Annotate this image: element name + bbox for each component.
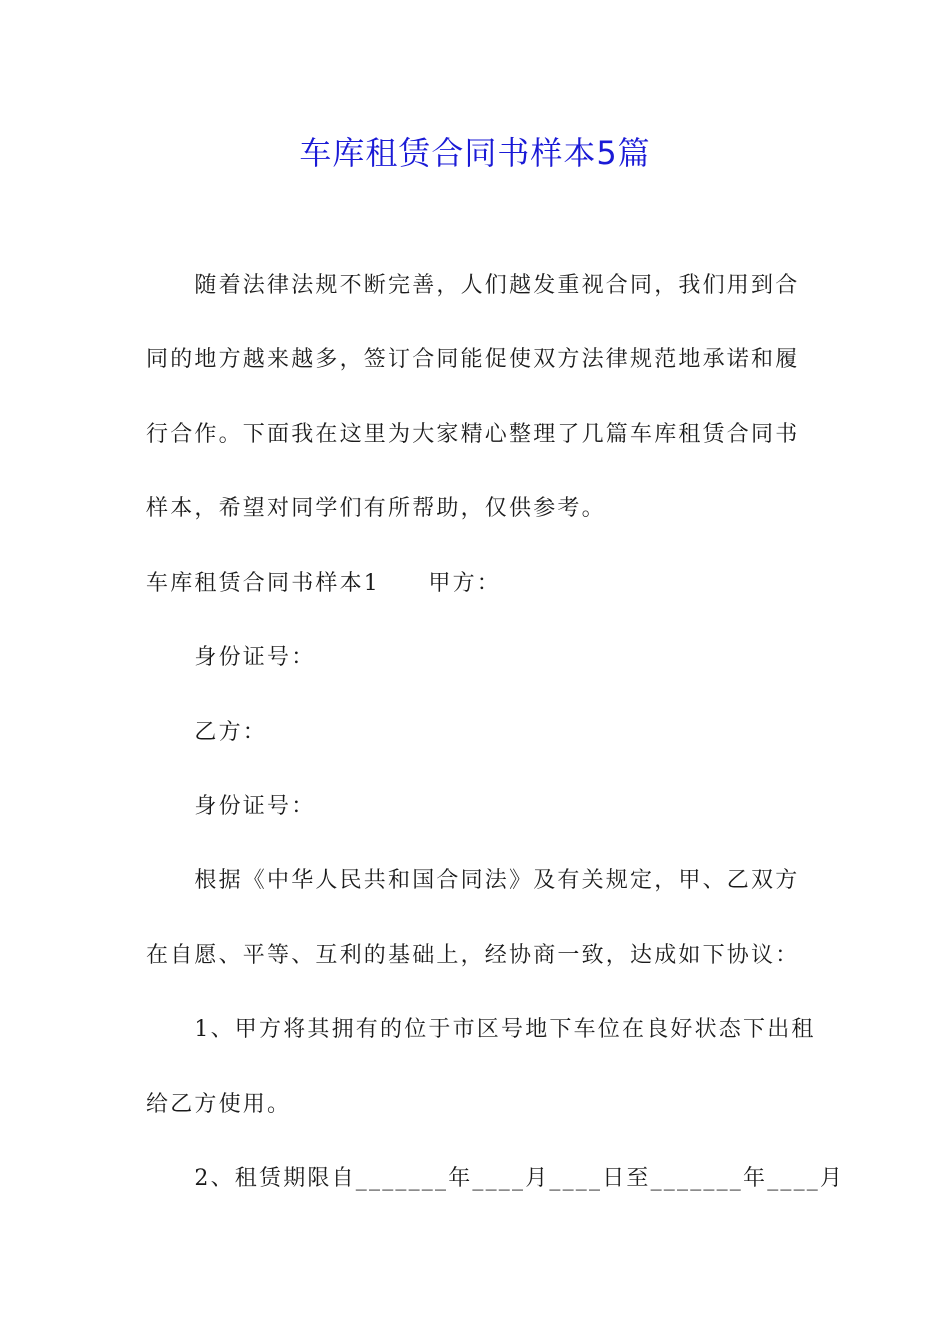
section-heading-line: 车库租赁合同书样本1 甲方： — [146, 571, 501, 596]
paragraph-line: 同的地方越来越多，签订合同能促使双方法律规范地承诺和履 — [146, 347, 800, 372]
paragraph-line: 样本，希望对同学们有所帮助，仅供参考。 — [146, 496, 606, 521]
paragraph-line: 身份证号： — [146, 794, 316, 819]
paragraph-line: 根据《中华人民共和国合同法》及有关规定，甲、乙双方 — [146, 868, 800, 893]
paragraph-line: 身份证号： — [146, 645, 316, 670]
paragraph-line: 乙方： — [146, 720, 268, 745]
paragraph-line: 在自愿、平等、互利的基础上，经协商一致，达成如下协议： — [146, 943, 800, 968]
paragraph-line: 2、租赁期限自_______年____月____日至_______年____月 — [146, 1166, 845, 1191]
paragraph-line: 1、甲方将其拥有的位于市区号地下车位在良好状态下出租 — [146, 1017, 816, 1042]
document-title: 车库租赁合同书样本5篇 — [299, 134, 651, 172]
paragraph-line: 行合作。下面我在这里为大家精心整理了几篇车库租赁合同书 — [146, 422, 800, 447]
paragraph-line: 随着法律法规不断完善，人们越发重视合同，我们用到合 — [146, 273, 800, 298]
paragraph-line: 给乙方使用。 — [146, 1092, 292, 1117]
